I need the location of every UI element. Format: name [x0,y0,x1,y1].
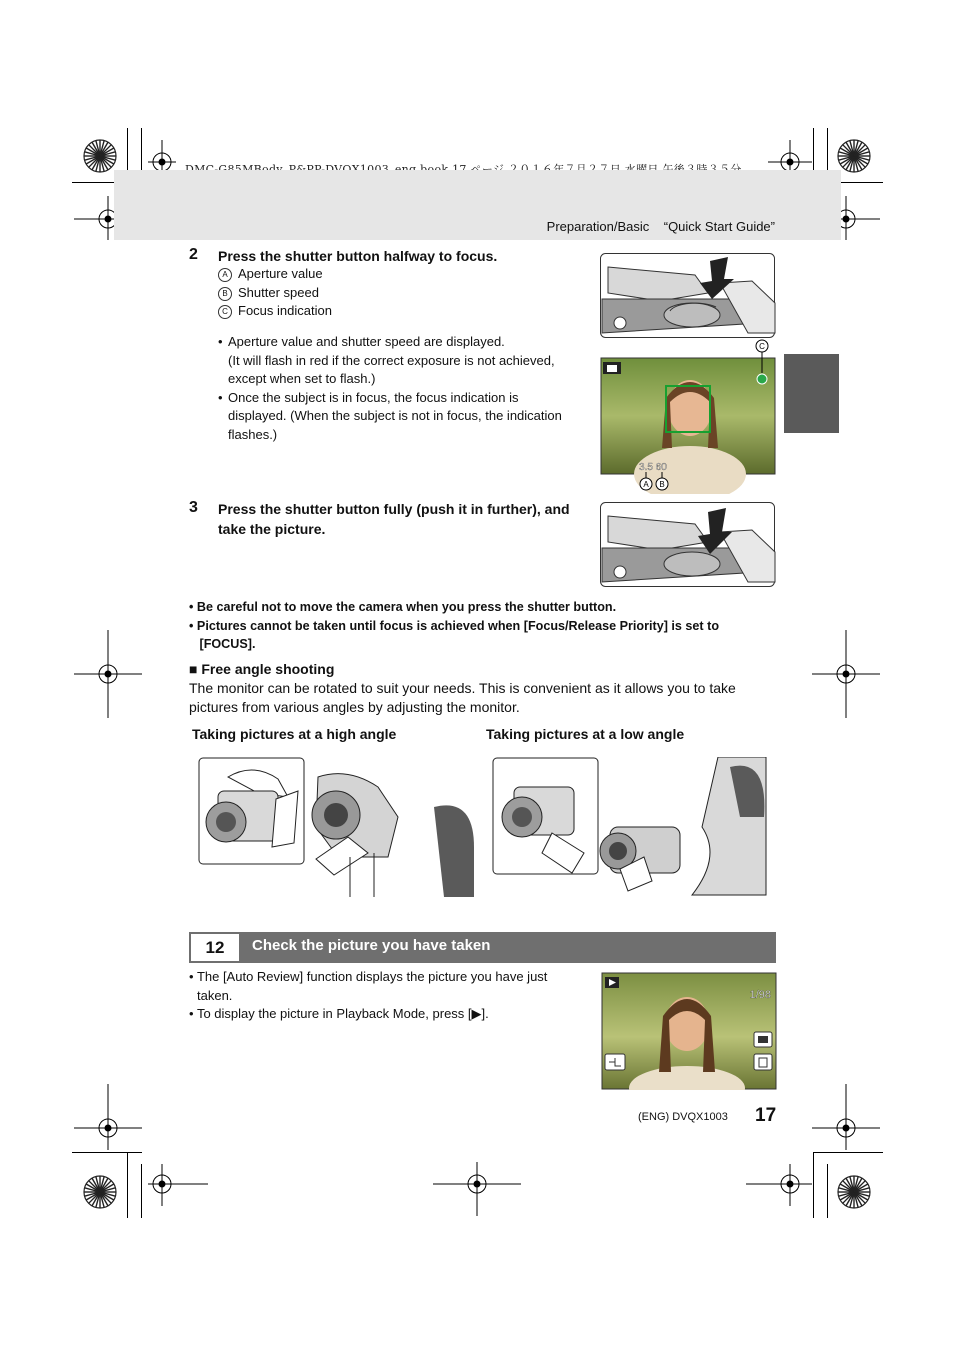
exposure-readout: 3.5 60 [639,462,667,473]
step3-title: Press the shutter button fully (push it in further), and take the picture. [218,501,570,537]
shutter-fully-illustration [600,502,776,588]
bullet-line: • The [Auto Review] function displays the picture you have just [189,969,548,984]
high-angle-illustration [198,757,474,897]
bullet-line: taken. [197,987,233,1003]
section12-bullets [189,968,589,1024]
legend-item-c: C Focus indication [218,303,332,319]
bullet-line: flashes.) [228,426,278,442]
step2-bullets [218,333,588,444]
bullet-line: displayed. (When the subject is not in focus, the indication [228,408,562,423]
legend-item-b: B Shutter speed [218,285,319,301]
playback-screen-illustration [601,972,777,1090]
label-c: C [759,342,765,351]
free-angle-text: The monitor can be rotated to suit your needs. This is convenient as it allows you to take pictures from various angles by adjusting the monitor. [189,680,736,715]
free-angle-heading: ■ Free angle shooting [189,661,335,677]
section12-title: Check the picture you have taken [252,937,491,954]
bullet-line: (It will flash in red if the correct exposure is not achieved, [228,352,555,368]
header-breadcrumb [547,219,775,234]
page-number: 17 [755,1105,777,1126]
warning-1: • Be careful not to move the camera when you press the shutter button. [189,600,617,614]
step3-number: 3 [189,499,198,516]
bullet-line: except when set to flash.) [228,371,376,386]
step2-number: 2 [189,246,198,263]
bullet-line: • Aperture value and shutter speed are displayed. [218,334,505,349]
caption-low-angle: Taking pictures at a low angle [486,726,685,742]
bullet-line: • Once the subject is in focus, the focus indication is [218,389,519,405]
bullet-line: • To display the picture in Playback Mode, press [▶]. [189,1006,489,1021]
low-angle-illustration [492,757,768,897]
chapter-side-tab [784,354,839,433]
focus-screen-illustration [600,338,776,494]
image-counter: 1/98 [749,989,771,1001]
warning-2: • Pictures cannot be taken until focus is achieved when [Focus/Release Priority] is set to [FOCUS]. [189,619,720,651]
label-b: B [659,480,665,489]
caption-high-angle: Taking pictures at a high angle [192,726,397,742]
footer-code: (ENG) DVQX1003 [638,1111,728,1123]
label-a: A [643,480,649,489]
header-section: Preparation/Basic [546,219,650,234]
step2-title: Press the shutter button halfway to focus. [218,248,498,264]
legend-item-a: A Aperture value [218,266,323,282]
header-guide: “Quick Start Guide” [663,219,775,234]
shutter-halfway-illustration [600,253,776,339]
section12-number: 12 [191,934,239,961]
